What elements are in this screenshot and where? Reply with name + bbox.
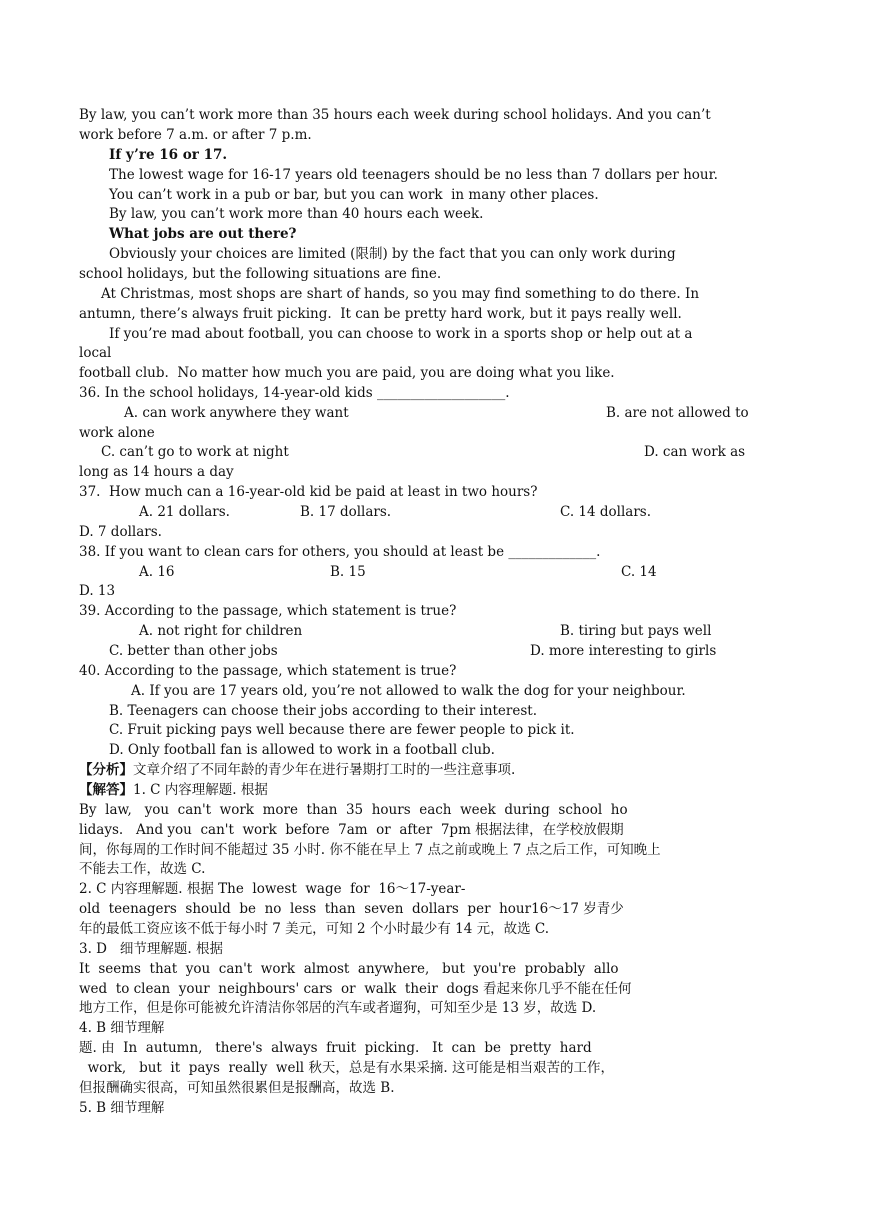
question-39: 39. According to the passage, which statement is true? [79,603,457,619]
question-37: 37. How much can a 16-year-old kid be paid at least in two hours? [79,484,538,500]
passage-line: You can’t work in a pub or bar, but you can work in many other places. [109,187,599,203]
option-38-b: B. 15 [330,564,366,580]
option-36-b: B. are not allowed to [606,405,749,421]
question-36: 36. In the school holidays, 14-year-old kids ___________________. [79,385,510,401]
passage-line: Obviously your choices are limited (限制) by the fact that you can only work during [109,246,676,262]
question-38: 38. If you want to clean cars for others, you should at least be _____________. [79,544,601,560]
answer-line: It seems that you can't work almost anywhere, but you're probably allo [79,961,619,977]
passage-line: antumn, there’s always fruit picking. It can be pretty hard work, but it pays really well. [79,306,682,322]
section-heading: What jobs are out there? [109,226,297,242]
passage-line: If you’re mad about football, you can choose to work in a sports shop or help out at a [109,326,693,342]
answer-header-line [79,781,268,799]
answer-line: work, but it pays really well 秋天，总是有水果采摘. 这可能是相当艰苦的工作， [79,1060,614,1076]
answer-line: 题. 由 In autumn, there's always fruit picking. It can be pretty hard [79,1040,592,1056]
option-38-d: D. 13 [79,583,116,599]
option-40-c: C. Fruit picking pays well because there are fewer people to pick it. [109,722,575,738]
option-36-c: C. can’t go to work at night [101,444,289,460]
option-39-c: C. better than other jobs [109,643,278,659]
answer-line: 地方工作，但是你可能被允许清洁你邻居的汽车或者遛狗，可知至少是 13 岁，故选 D. [79,1000,597,1016]
option-37-b: B. 17 dollars. [300,504,392,520]
option-39-a: A. not right for children [139,623,303,639]
passage-line: By law, you can’t work more than 35 hours each week during school holidays. And you can’t [79,107,711,123]
option-36-d: D. can work as [644,444,746,460]
answer-line: lidays. And you can't work before 7am or after 7pm 根据法律，在学校放假期 [79,822,624,838]
passage-line: By law, you can’t work more than 40 hours each week. [109,206,484,222]
answers-label: 【解答】 [79,782,133,798]
option-37-d: D. 7 dollars. [79,524,162,540]
answer-1-head: 1. C 内容理解题. 根据 [133,782,268,798]
answer-line: 但报酬确实很高，可知虽然很累但是报酬高，故选 B. [79,1080,395,1096]
option-39-d: D. more interesting to girls [530,643,717,659]
question-40: 40. According to the passage, which statement is true? [79,663,457,679]
answer-line: 3. D 细节理解题. 根据 [79,941,223,957]
option-36-d-cont: long as 14 hours a day [79,464,234,480]
option-37-c: C. 14 dollars. [560,504,652,520]
passage-line: football club. No matter how much you are paid, you are doing what you like. [79,365,615,381]
passage-line: school holidays, but the following situations are fine. [79,266,442,282]
option-40-b: B. Teenagers can choose their jobs according to their interest. [109,703,538,719]
answer-line: 2. C 内容理解题. 根据 The lowest wage for 16～17-year- [79,881,466,897]
analysis-text: 文章介绍了不同年龄的青少年在进行暑期打工时的一些注意事项. [133,762,516,778]
answer-line: By law, you can't work more than 35 hours each week during school ho [79,802,628,818]
analysis-label: 【分析】 [79,762,133,778]
section-heading: If y’re 16 or 17. [109,147,228,163]
option-40-d: D. Only football fan is allowed to work in a football club. [109,742,495,758]
passage-line: At Christmas, most shops are shart of hands, so you may find something to do there. In [101,286,700,302]
answer-line: 5. B 细节理解 [79,1100,165,1116]
option-40-a: A. If you are 17 years old, you’re not allowed to walk the dog for your neighbour. [131,683,686,699]
answer-line: 4. B 细节理解 [79,1020,165,1036]
option-39-b: B. tiring but pays well [560,623,712,639]
analysis-line [79,761,515,779]
answer-line: wed to clean your neighbours' cars or walk their dogs 看起来你几乎不能在任何 [79,981,632,997]
option-38-c: C. 14 [621,564,657,580]
option-36-b-cont: work alone [79,425,155,441]
option-38-a: A. 16 [139,564,175,580]
option-37-a: A. 21 dollars. [139,504,230,520]
passage-line: The lowest wage for 16-17 years old teenagers should be no less than 7 dollars per hour. [109,167,718,183]
answer-line: old teenagers should be no less than seven dollars per hour16～17 岁青少 [79,901,624,917]
option-36-a: A. can work anywhere they want [124,405,349,421]
answer-line: 不能去工作，故选 C. [79,861,206,877]
passage-line: local [79,345,112,361]
passage-line: work before 7 a.m. or after 7 p.m. [79,127,312,143]
answer-line: 年的最低工资应该不低于每小时 7 美元，可知 2 个小时最少有 14 元，故选 C. [79,921,550,937]
answer-line: 间，你每周的工作时间不能超过 35 小时. 你不能在早上 7 点之前或晚上 7 点之后工作，可知晚上 [79,842,661,858]
